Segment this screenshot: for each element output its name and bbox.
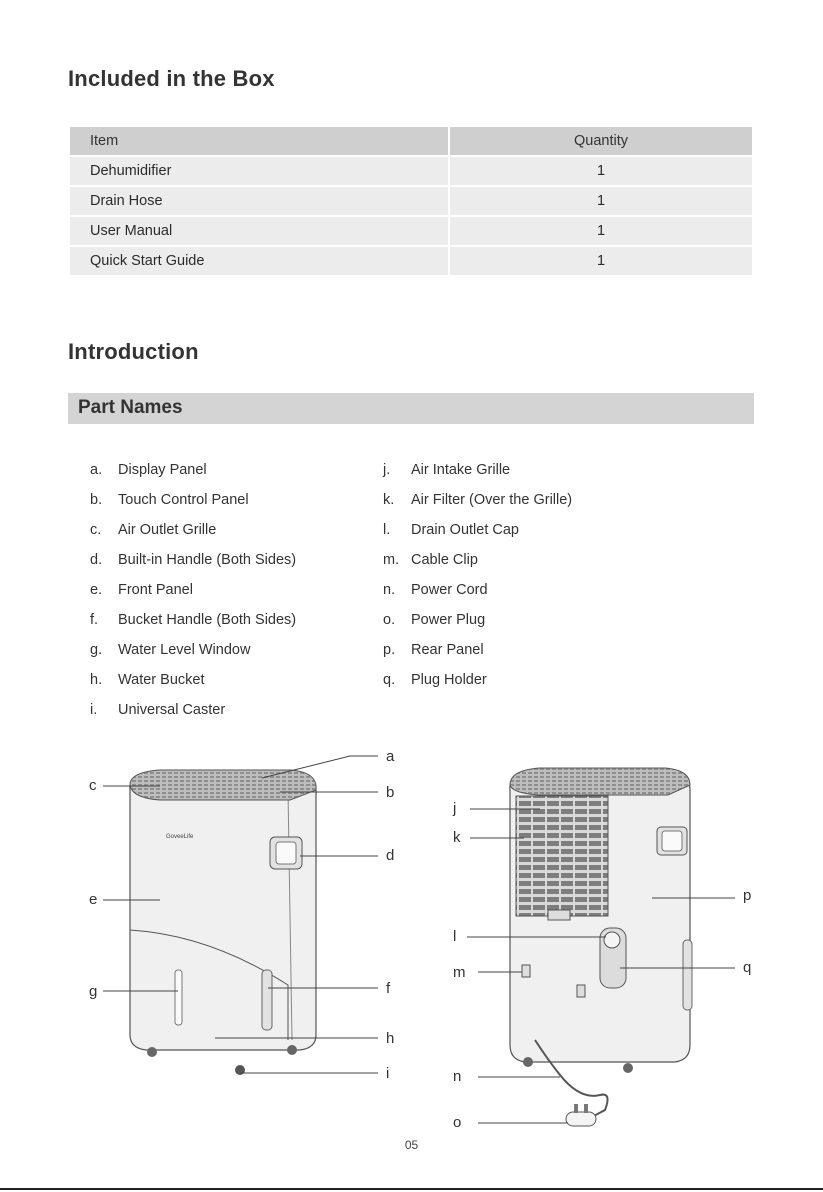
introduction-title: Introduction: [68, 339, 199, 364]
callout-h: h: [386, 1030, 395, 1047]
callout-f: f: [386, 980, 391, 997]
quantity-cell: 1: [449, 186, 753, 216]
list-item: [383, 640, 572, 670]
part-letter: c.: [90, 522, 102, 538]
callout-g: g: [89, 983, 98, 1000]
rear-view-unit: [510, 768, 692, 1126]
callout-a: a: [386, 748, 395, 765]
list-item: [383, 460, 572, 490]
part-name: Front Panel: [118, 582, 193, 598]
list-item: [383, 610, 572, 640]
part-name: Display Panel: [118, 462, 207, 478]
part-letter: e.: [90, 582, 103, 598]
part-letter: p.: [383, 642, 396, 658]
callout-e: e: [89, 891, 98, 908]
part-name: Air Intake Grille: [411, 462, 511, 478]
list-item: [383, 580, 572, 610]
table-header-row: [69, 126, 753, 156]
part-letter: b.: [90, 492, 103, 508]
callout-d: d: [386, 847, 395, 864]
item-cell: Drain Hose: [69, 186, 449, 216]
part-letter: o.: [383, 612, 396, 628]
callout-p: p: [743, 887, 752, 904]
callout-j: j: [453, 800, 457, 817]
callout-o: o: [453, 1114, 462, 1131]
part-name: Air Outlet Grille: [118, 522, 217, 538]
list-item: [90, 550, 296, 580]
part-letter: d.: [90, 552, 103, 568]
part-name: Touch Control Panel: [118, 492, 249, 508]
list-item: [383, 550, 572, 580]
part-letter: i.: [90, 702, 98, 718]
list-item: [90, 640, 296, 670]
part-letter: g.: [90, 642, 103, 658]
quantity-cell: 1: [449, 246, 753, 276]
list-item: [383, 490, 572, 520]
list-item: [90, 610, 296, 640]
part-name: Power Cord: [411, 582, 488, 598]
part-names-heading: Part Names: [78, 397, 183, 418]
box-contents-table: [68, 125, 754, 277]
list-item: [90, 460, 296, 490]
part-letter: f.: [90, 612, 99, 628]
list-item: [90, 490, 296, 520]
table-row: [69, 246, 753, 276]
callout-n: n: [453, 1068, 462, 1085]
part-names-bar: [68, 393, 754, 424]
quantity-column-header: Quantity: [449, 126, 753, 156]
callout-l: l: [453, 928, 457, 945]
callout-m: m: [453, 964, 466, 981]
table-row: [69, 156, 753, 186]
callout-b: b: [386, 784, 395, 801]
list-item: [383, 520, 572, 550]
box-section-title: Included in the Box: [68, 66, 275, 91]
part-letter: a.: [90, 462, 103, 478]
part-letter: m.: [383, 552, 400, 568]
part-name: Power Plug: [411, 612, 486, 628]
parts-list-left: [90, 460, 296, 730]
table-row: [69, 186, 753, 216]
part-name: Universal Caster: [118, 702, 226, 718]
list-item: [90, 580, 296, 610]
brand-logo: GoveeLife: [166, 834, 194, 840]
part-name: Built-in Handle (Both Sides): [118, 552, 297, 568]
list-item: [90, 670, 296, 700]
part-letter: n.: [383, 582, 396, 598]
part-name: Cable Clip: [411, 552, 478, 568]
callout-i: i: [386, 1065, 390, 1082]
part-name: Water Bucket: [118, 672, 205, 688]
item-cell: Dehumidifier: [69, 156, 449, 186]
part-letter: l.: [383, 522, 391, 538]
part-name: Air Filter (Over the Grille): [411, 492, 573, 508]
table-row: [69, 216, 753, 246]
dehumidifier-parts-diagram: [0, 740, 823, 1135]
callout-q: q: [743, 959, 752, 976]
part-name: Rear Panel: [411, 642, 484, 658]
item-cell: Quick Start Guide: [69, 246, 449, 276]
part-name: Bucket Handle (Both Sides): [118, 612, 297, 628]
part-name: Drain Outlet Cap: [411, 522, 519, 538]
part-letter: q.: [383, 672, 396, 688]
page-number: 05: [404, 1138, 419, 1152]
part-name: Plug Holder: [411, 672, 487, 688]
item-column-header: Item: [69, 126, 449, 156]
list-item: [90, 700, 296, 730]
quantity-cell: 1: [449, 156, 753, 186]
parts-list-right: [383, 460, 572, 700]
bottom-rule: [0, 1188, 823, 1190]
list-item: [383, 670, 572, 700]
part-name: Water Level Window: [118, 642, 251, 658]
list-item: [90, 520, 296, 550]
item-cell: User Manual: [69, 216, 449, 246]
part-letter: k.: [383, 492, 395, 508]
front-view-unit: [130, 770, 316, 1075]
part-letter: j.: [383, 462, 391, 478]
quantity-cell: 1: [449, 216, 753, 246]
part-letter: h.: [90, 672, 103, 688]
callout-c: c: [89, 777, 97, 794]
callout-k: k: [453, 829, 461, 846]
